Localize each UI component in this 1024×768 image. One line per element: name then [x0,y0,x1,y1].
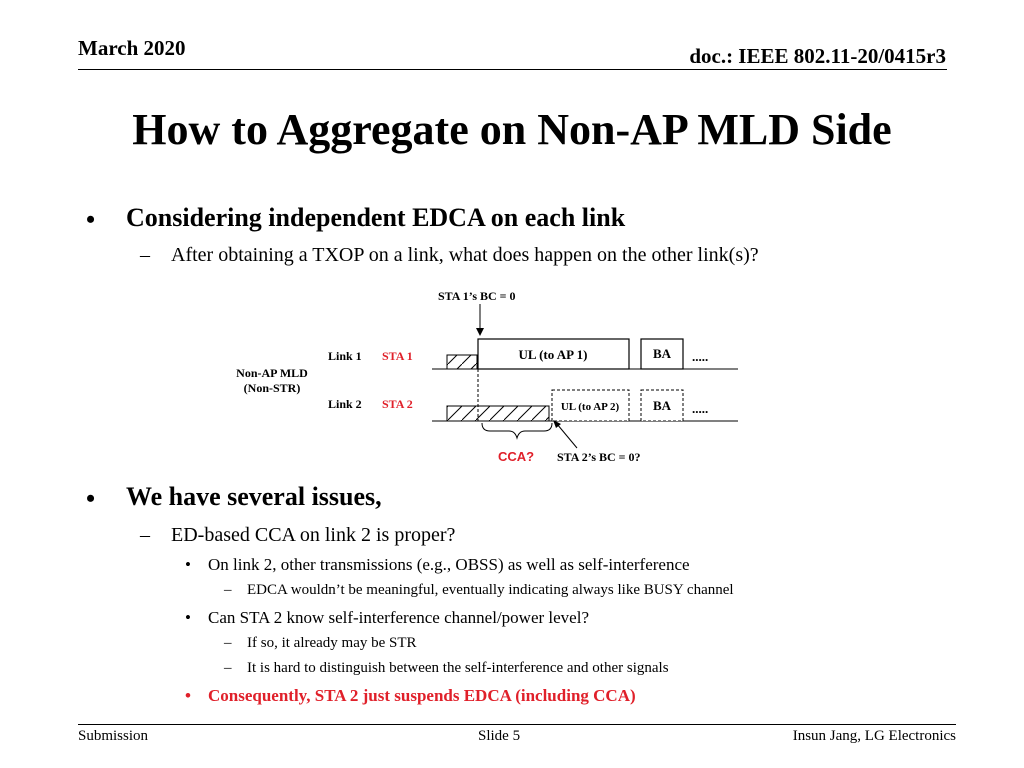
section2-heading: We have several issues, [126,482,382,511]
mld-label-line1: Non-AP MLD [236,366,308,380]
footer-author: Insun Jang, LG Electronics [792,728,956,744]
sta2-bc-label: STA 2’s BC = 0? [557,450,641,464]
dash-marker: – [224,635,232,651]
cca-brace [482,423,552,438]
section1-subpoint: After obtaining a TXOP on a link, what does happen on the other link(s)? [171,244,759,266]
dash-marker: – [140,524,150,546]
ba-link2-label: BA [652,398,672,413]
bullet-dot: • [86,205,96,234]
bullet-dot: • [185,608,191,627]
bullet-dot: • [86,484,96,513]
link1-label: Link 1 [328,349,362,363]
ba-link1-label: BA [652,346,672,361]
conclusion-item: Consequently, STA 2 just suspends EDCA (including CCA) [208,686,636,705]
slide-title: How to Aggregate on Non-AP MLD Side [132,105,892,154]
dash-marker: – [224,660,232,676]
section1-heading: Considering independent EDCA on each link [126,203,626,232]
section2-subpoint: ED-based CCA on link 2 is proper? [171,524,456,546]
bullet-dot: • [185,555,191,574]
sta2-label: STA 2 [382,397,413,411]
dash-marker: – [140,244,150,266]
ul-ap2-label: UL (to AP 2) [560,401,620,413]
issue-item: Can STA 2 know self-interference channel/power level? [208,608,589,627]
header-doc-id: doc.: IEEE 802.11-20/0415r3 [689,44,946,68]
bullet-dot: • [185,686,191,705]
mld-label-line2: (Non-STR) [243,381,301,395]
footer-submission: Submission [78,728,149,744]
footer-divider [78,724,956,725]
issue-detail: If so, it already may be STR [247,635,417,651]
sta1-bc-label: STA 1’s BC = 0 [438,289,516,303]
issue-detail: It is hard to distinguish between the self-interference and other signals [247,660,669,676]
link2-cca-hatched [447,406,549,421]
sta2-bc-arrow [557,424,577,448]
issue-item: On link 2, other transmissions (e.g., OBSS) as well as self-interference [208,555,690,574]
ul-ap1-label: UL (to AP 1) [518,347,588,362]
sta1-label: STA 1 [382,349,413,363]
header-date: March 2020 [78,36,186,60]
cca-label: CCA? [497,449,535,464]
dash-marker: – [224,582,232,598]
sta1-bc-arrowhead [476,328,484,336]
link2-ellipsis: ..... [692,401,709,416]
link2-label: Link 2 [328,397,362,411]
link1-backoff-slot [447,355,477,369]
link1-ellipsis: ..... [692,349,709,364]
footer-slide-number: Slide 5 [478,728,521,744]
issue-detail: EDCA wouldn’t be meaningful, eventually indicating always like BUSY channel [247,582,734,598]
